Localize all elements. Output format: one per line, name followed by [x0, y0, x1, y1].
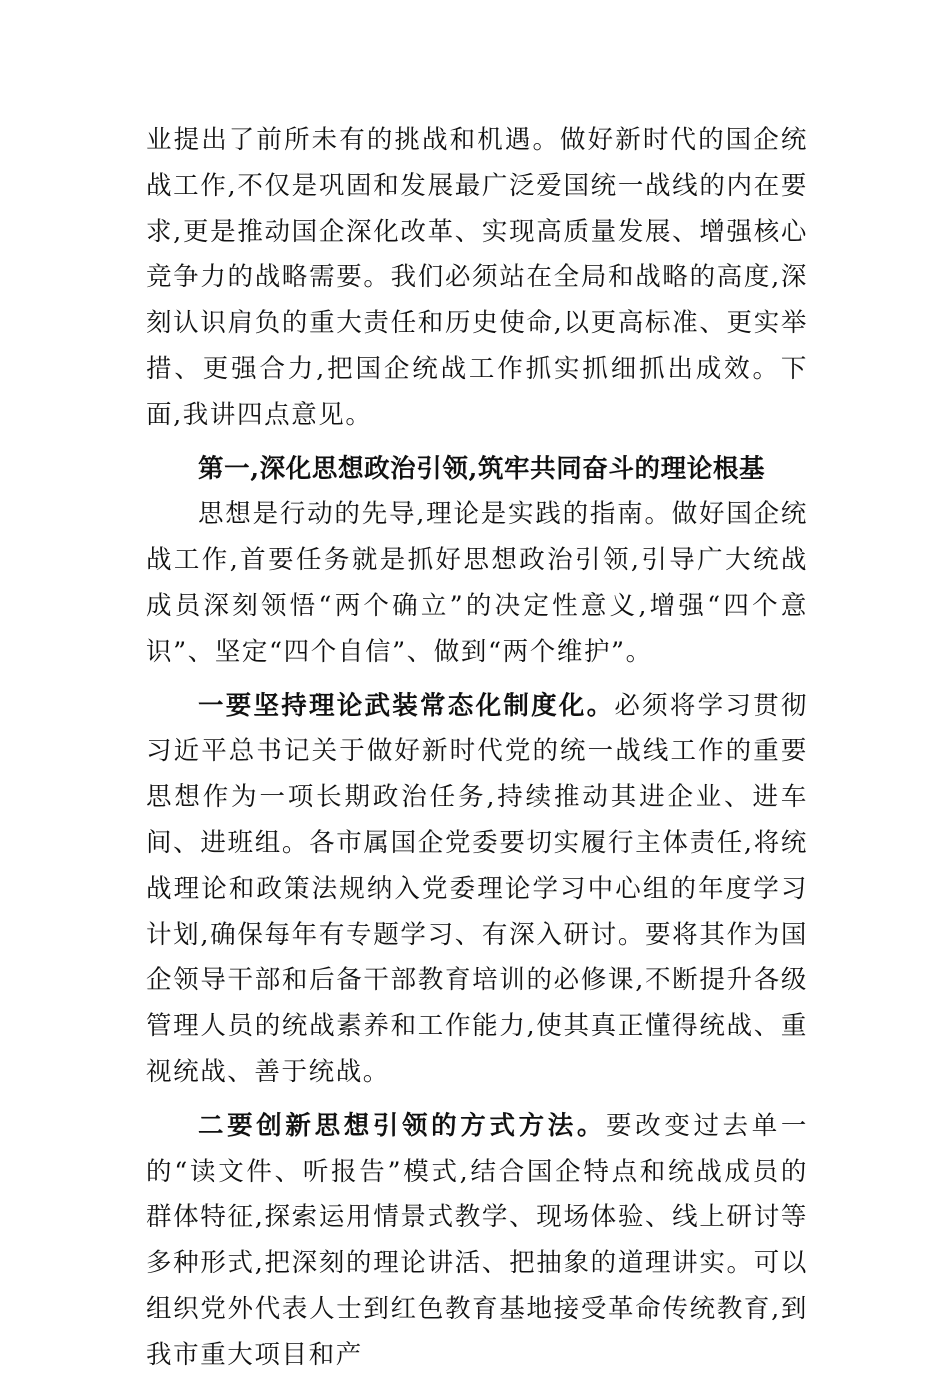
paragraph-intro-continuation: 业提出了前所未有的挑战和机遇。做好新时代的国企统战工作,不仅是巩固和发展最广泛爱国统一战线的内在要求,更是推动国企深化改革、实现高质量发展、增强核心竞争力的战略需要。我们必须站在全局和战略的高度,深刻认识肩负的重大责任和历史使命,以更高标准、更实举措、更强合力,把国企统战工作抓实抓细抓出成效。下面,我讲四点意见。	[146, 125, 808, 430]
point-two-text: 要改变过去单一的“读文件、听报告”模式,结合国企特点和统战成员的群体特征,探索运用情景式教学、现场体验、线上研讨等多种形式,把深刻的理论讲活、把抽象的道理讲实。可以组织党外代表人士到红色教育基地接受革命传统教育,到我市重大项目和产	[146, 1110, 808, 1370]
point-one-text: 必须将学习贯彻习近平总书记关于做好新时代党的统一战线工作的重要思想作为一项长期政治任务,持续推动其进企业、进车间、进班组。各市属国企党委要切实履行主体责任,将统战理论和政策法规纳入党委理论学习中心组的年度学习计划,确保每年有专题学习、有深入研讨。要将其作为国企领导干部和后备干部教育培训的必修课,不断提升各级管理人员的统战素养和工作能力,使其真正懂得统战、重视统战、善于统战。	[146, 690, 808, 1087]
point-two-lead: 二要创新思想引领的方式方法。	[198, 1110, 607, 1141]
section-heading-one: 第一,深化思想政治引领,筑牢共同奋斗的理论根基	[198, 453, 766, 484]
paragraph-section-one-intro: 思想是行动的先导,理论是实践的指南。做好国企统战工作,首要任务就是抓好思想政治引领,引导广大统战成员深刻领悟“两个确立”的决定性意义,增强“四个意识”、坚定“四个自信”、做到“两个维护”。	[146, 499, 808, 667]
paragraph-point-one	[146, 684, 808, 1096]
point-one-lead: 一要坚持理论武装常态化制度化。	[198, 690, 615, 721]
document-body	[146, 118, 808, 1379]
paragraph-point-two	[146, 1104, 808, 1379]
